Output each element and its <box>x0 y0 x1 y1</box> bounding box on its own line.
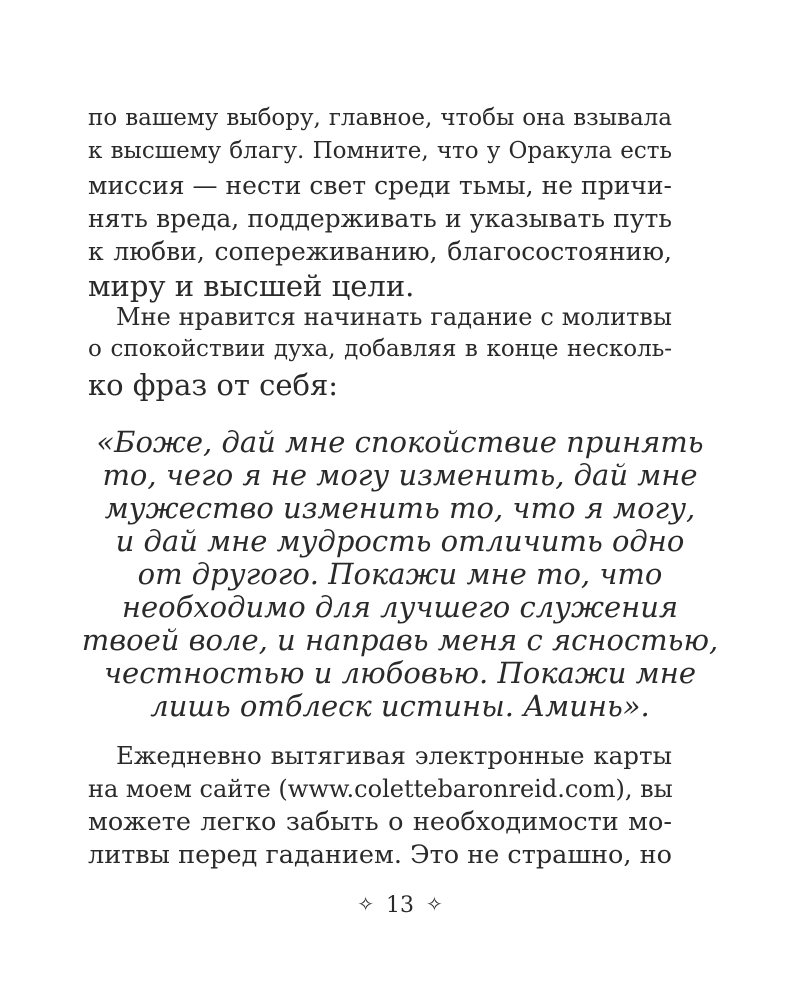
paragraph-2-line-3: ко фраз от себя: <box>88 368 339 402</box>
paragraph-1-line-6: миру и высшей цели. <box>88 269 415 303</box>
paragraph-1-line-2: к высшему благу. Помните, что у Оракула есть <box>88 138 672 164</box>
paragraph-1-line-3: миссия — нести свет среди тьмы, не причи- <box>88 171 672 200</box>
prayer-line-8: честностью и любовью. Покажи мне <box>104 656 696 690</box>
prayer-line-4: и дай мне мудрость отличить одно <box>115 524 685 558</box>
page-number: 13 <box>386 893 414 918</box>
paragraph-2-line-1: Мне нравится начинать гадание с молитвы <box>116 303 672 331</box>
page-footer <box>0 892 800 918</box>
paragraph-3-line-1: Ежедневно вытягивая электронные карты <box>116 741 672 770</box>
paragraph-1-line-4: нять вреда, поддерживать и указывать путь <box>88 204 672 233</box>
paragraph-1-line-5: к любви, сопереживанию, благосостоянию, <box>88 237 672 266</box>
prayer-line-7: твоей воле, и направь меня с ясностью, <box>81 623 719 657</box>
paragraph-3-line-2: на моем сайте (www.colettebaronreid.com), вы <box>88 775 673 803</box>
ornament-left-icon: ✧ <box>357 892 374 916</box>
ornament-right-icon: ✧ <box>426 892 443 916</box>
prayer-line-2: то, чего я не могу изменить, дай мне <box>102 458 698 492</box>
paragraph-2-line-2: о спокойствии духа, добавляя в конце несколь- <box>88 336 672 362</box>
prayer-line-5: от другого. Покажи мне то, что <box>137 557 663 591</box>
paragraph-3-line-4: литвы перед гаданием. Это не страшно, но <box>88 840 672 870</box>
prayer-line-6: необходимо для лучшего служения <box>121 590 679 624</box>
prayer-line-3: мужество изменить то, что я могу, <box>104 491 696 525</box>
prayer-line-1: «Боже, дай мне спокойствие принять <box>96 425 704 459</box>
prayer-line-9: лишь отблеск истины. Аминь». <box>150 689 650 723</box>
paragraph-1-line-1: по вашему выбору, главное, чтобы она взывала <box>88 105 672 131</box>
paragraph-3-line-3: можете легко забыть о необходимости мо- <box>88 807 672 837</box>
